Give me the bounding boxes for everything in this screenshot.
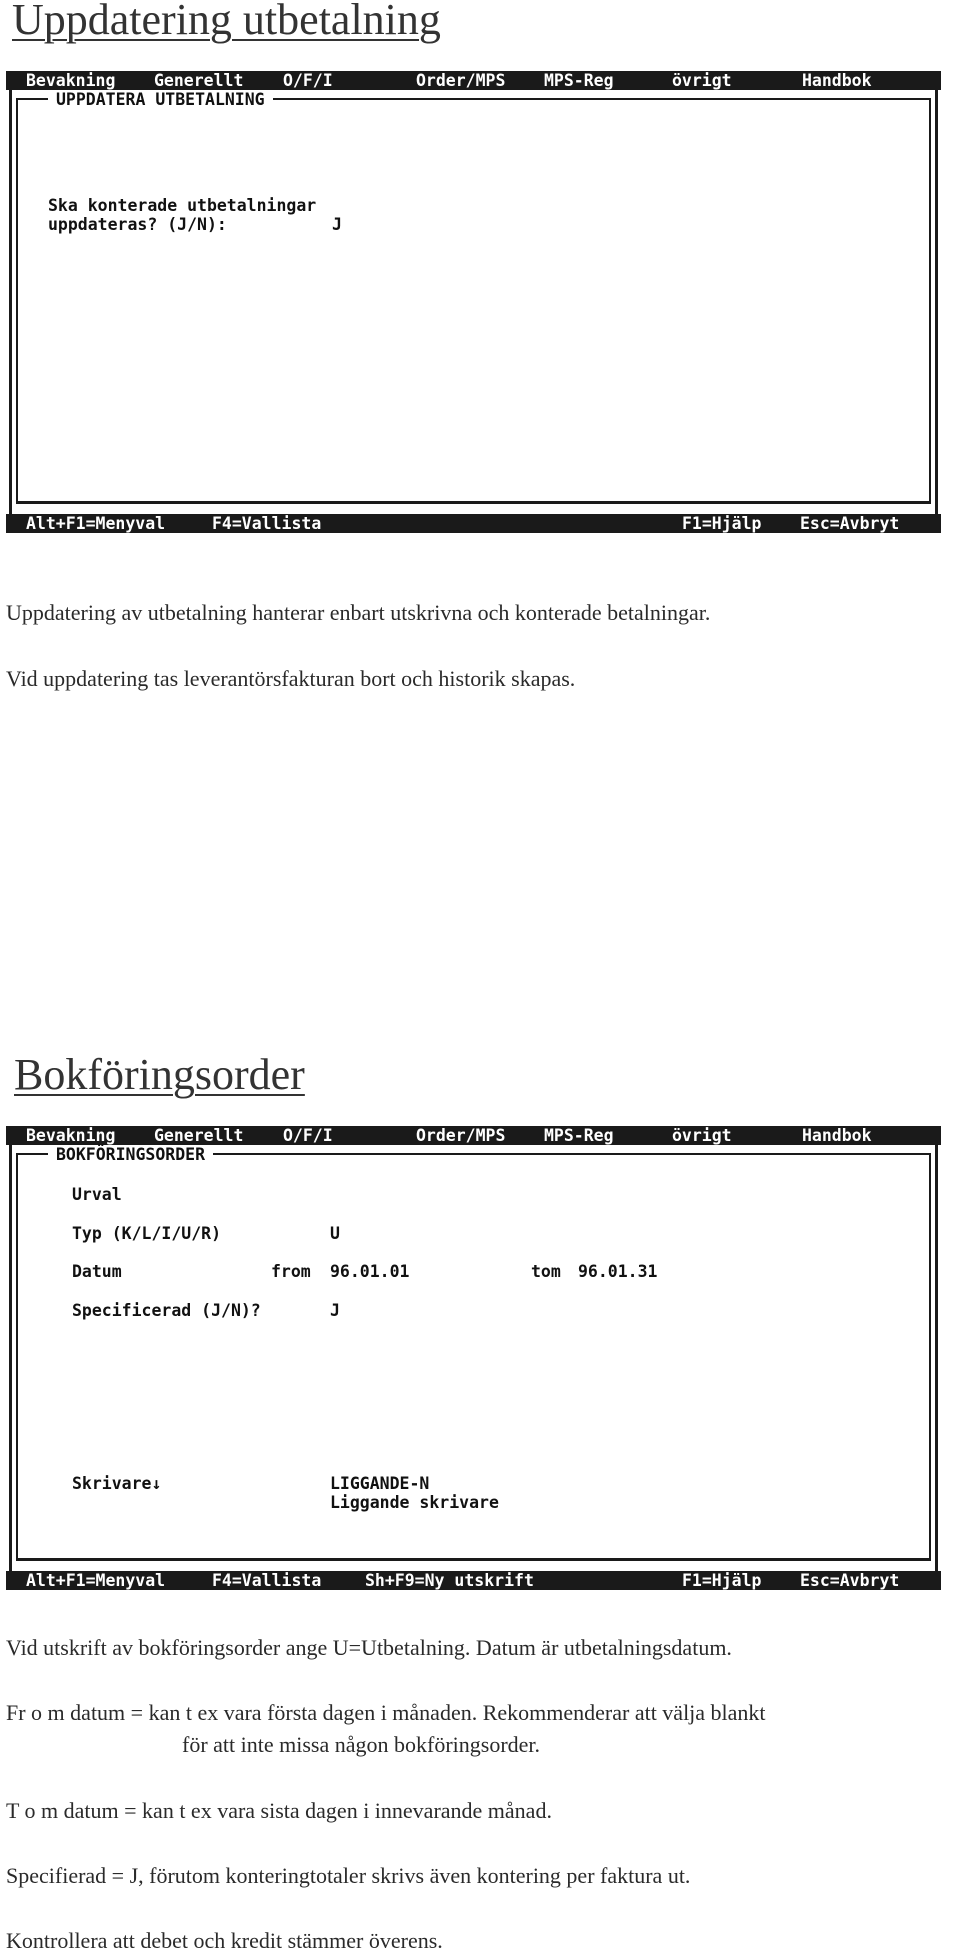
skrivare-label: Skrivare↓: [72, 1474, 162, 1493]
paragraph-1: Uppdatering av utbetalning hanterar enbart utskrivna och konterade betalningar.: [6, 600, 711, 625]
typ-field[interactable]: U: [330, 1224, 340, 1243]
from-date-field[interactable]: 96.01.01: [330, 1262, 410, 1281]
urval-label: Urval: [72, 1185, 122, 1204]
menu-item-handbok[interactable]: Handbok: [802, 71, 872, 90]
menu-item-mps-reg[interactable]: MPS-Reg: [544, 71, 614, 90]
shortcut-ny-utskrift[interactable]: Sh+F9=Ny utskrift: [365, 1571, 534, 1590]
update-answer-field[interactable]: J: [332, 215, 342, 234]
window-frame: [9, 1145, 938, 1571]
window-title: BOKFÖRINGSORDER: [48, 1145, 213, 1164]
shortcut-vallista[interactable]: F4=Vallista: [212, 1571, 322, 1590]
shortcut-avbryt[interactable]: Esc=Avbryt: [800, 514, 900, 533]
menu-item-order-mps[interactable]: Order/MPS: [416, 71, 506, 90]
menu-item-handbok[interactable]: Handbok: [802, 1126, 872, 1145]
paragraph-kontrollera: Kontrollera att debet och kredit stämmer överens.: [6, 1928, 443, 1953]
typ-label: Typ (K/L/I/U/R): [72, 1224, 222, 1243]
status-bar: [6, 514, 941, 533]
menu-bar: [6, 1126, 941, 1145]
datum-label: Datum: [72, 1262, 122, 1281]
printer-field[interactable]: LIGGANDE-N: [330, 1474, 430, 1493]
window-frame: [9, 90, 938, 514]
window-title: UPPDATERA UTBETALNING: [48, 90, 273, 109]
paragraph-tom-datum: T o m datum = kan t ex vara sista dagen i innevarande månad.: [6, 1798, 552, 1823]
menu-item-ofi[interactable]: O/F/I: [283, 1126, 333, 1145]
terminal-screen-bokforingsorder: [6, 1126, 941, 1590]
menu-item-generellt[interactable]: Generellt: [154, 1126, 244, 1145]
menu-item-ovrigt[interactable]: övrigt: [672, 71, 732, 90]
printer-description: Liggande skrivare: [330, 1493, 499, 1512]
paragraph-2: Vid uppdatering tas leverantörsfakturan bort och historik skapas.: [6, 666, 576, 691]
menu-item-ofi[interactable]: O/F/I: [283, 71, 333, 90]
window-border: [16, 98, 931, 504]
shortcut-menyval[interactable]: Alt+F1=Menyval: [26, 514, 166, 533]
menu-item-mps-reg[interactable]: MPS-Reg: [544, 1126, 614, 1145]
shortcut-hjalp[interactable]: F1=Hjälp: [682, 514, 762, 533]
paragraph-specifierad: Specifierad = J, förutom konteringtotaler skrivs även kontering per faktura ut.: [6, 1863, 691, 1888]
shortcut-avbryt[interactable]: Esc=Avbryt: [800, 1571, 900, 1590]
menu-item-generellt[interactable]: Generellt: [154, 71, 244, 90]
menu-item-ovrigt[interactable]: övrigt: [672, 1126, 732, 1145]
specificerad-label: Specificerad (J/N)?: [72, 1301, 261, 1320]
status-bar: [6, 1571, 941, 1590]
shortcut-hjalp[interactable]: F1=Hjälp: [682, 1571, 762, 1590]
paragraph-from-datum: Fr o m datum = kan t ex vara första dagen i månaden. Rekommenderar att välja blankt: [6, 1700, 766, 1725]
shortcut-menyval[interactable]: Alt+F1=Menyval: [26, 1571, 166, 1590]
section-heading-uppdatering: Uppdatering utbetalning: [12, 0, 441, 44]
tom-label: tom: [531, 1262, 561, 1281]
menu-item-bevakning[interactable]: Bevakning: [26, 1126, 116, 1145]
paragraph-utskrift: Vid utskrift av bokföringsorder ange U=Utbetalning. Datum är utbetalningsdatum.: [6, 1635, 732, 1660]
question-line-2: uppdateras? (J/N):: [48, 215, 227, 234]
menu-item-order-mps[interactable]: Order/MPS: [416, 1126, 506, 1145]
specificerad-field[interactable]: J: [330, 1301, 340, 1320]
menu-item-bevakning[interactable]: Bevakning: [26, 71, 116, 90]
tom-date-field[interactable]: 96.01.31: [578, 1262, 658, 1281]
paragraph-from-datum-continued: för att inte missa någon bokföringsorder.: [182, 1732, 541, 1757]
question-line-1: Ska konterade utbetalningar: [48, 196, 317, 215]
terminal-screen-uppdatera: [6, 71, 941, 533]
section-heading-bokforingsorder: Bokföringsorder: [14, 1050, 305, 1099]
shortcut-vallista[interactable]: F4=Vallista: [212, 514, 322, 533]
from-label: from: [271, 1262, 311, 1281]
menu-bar: [6, 71, 941, 90]
